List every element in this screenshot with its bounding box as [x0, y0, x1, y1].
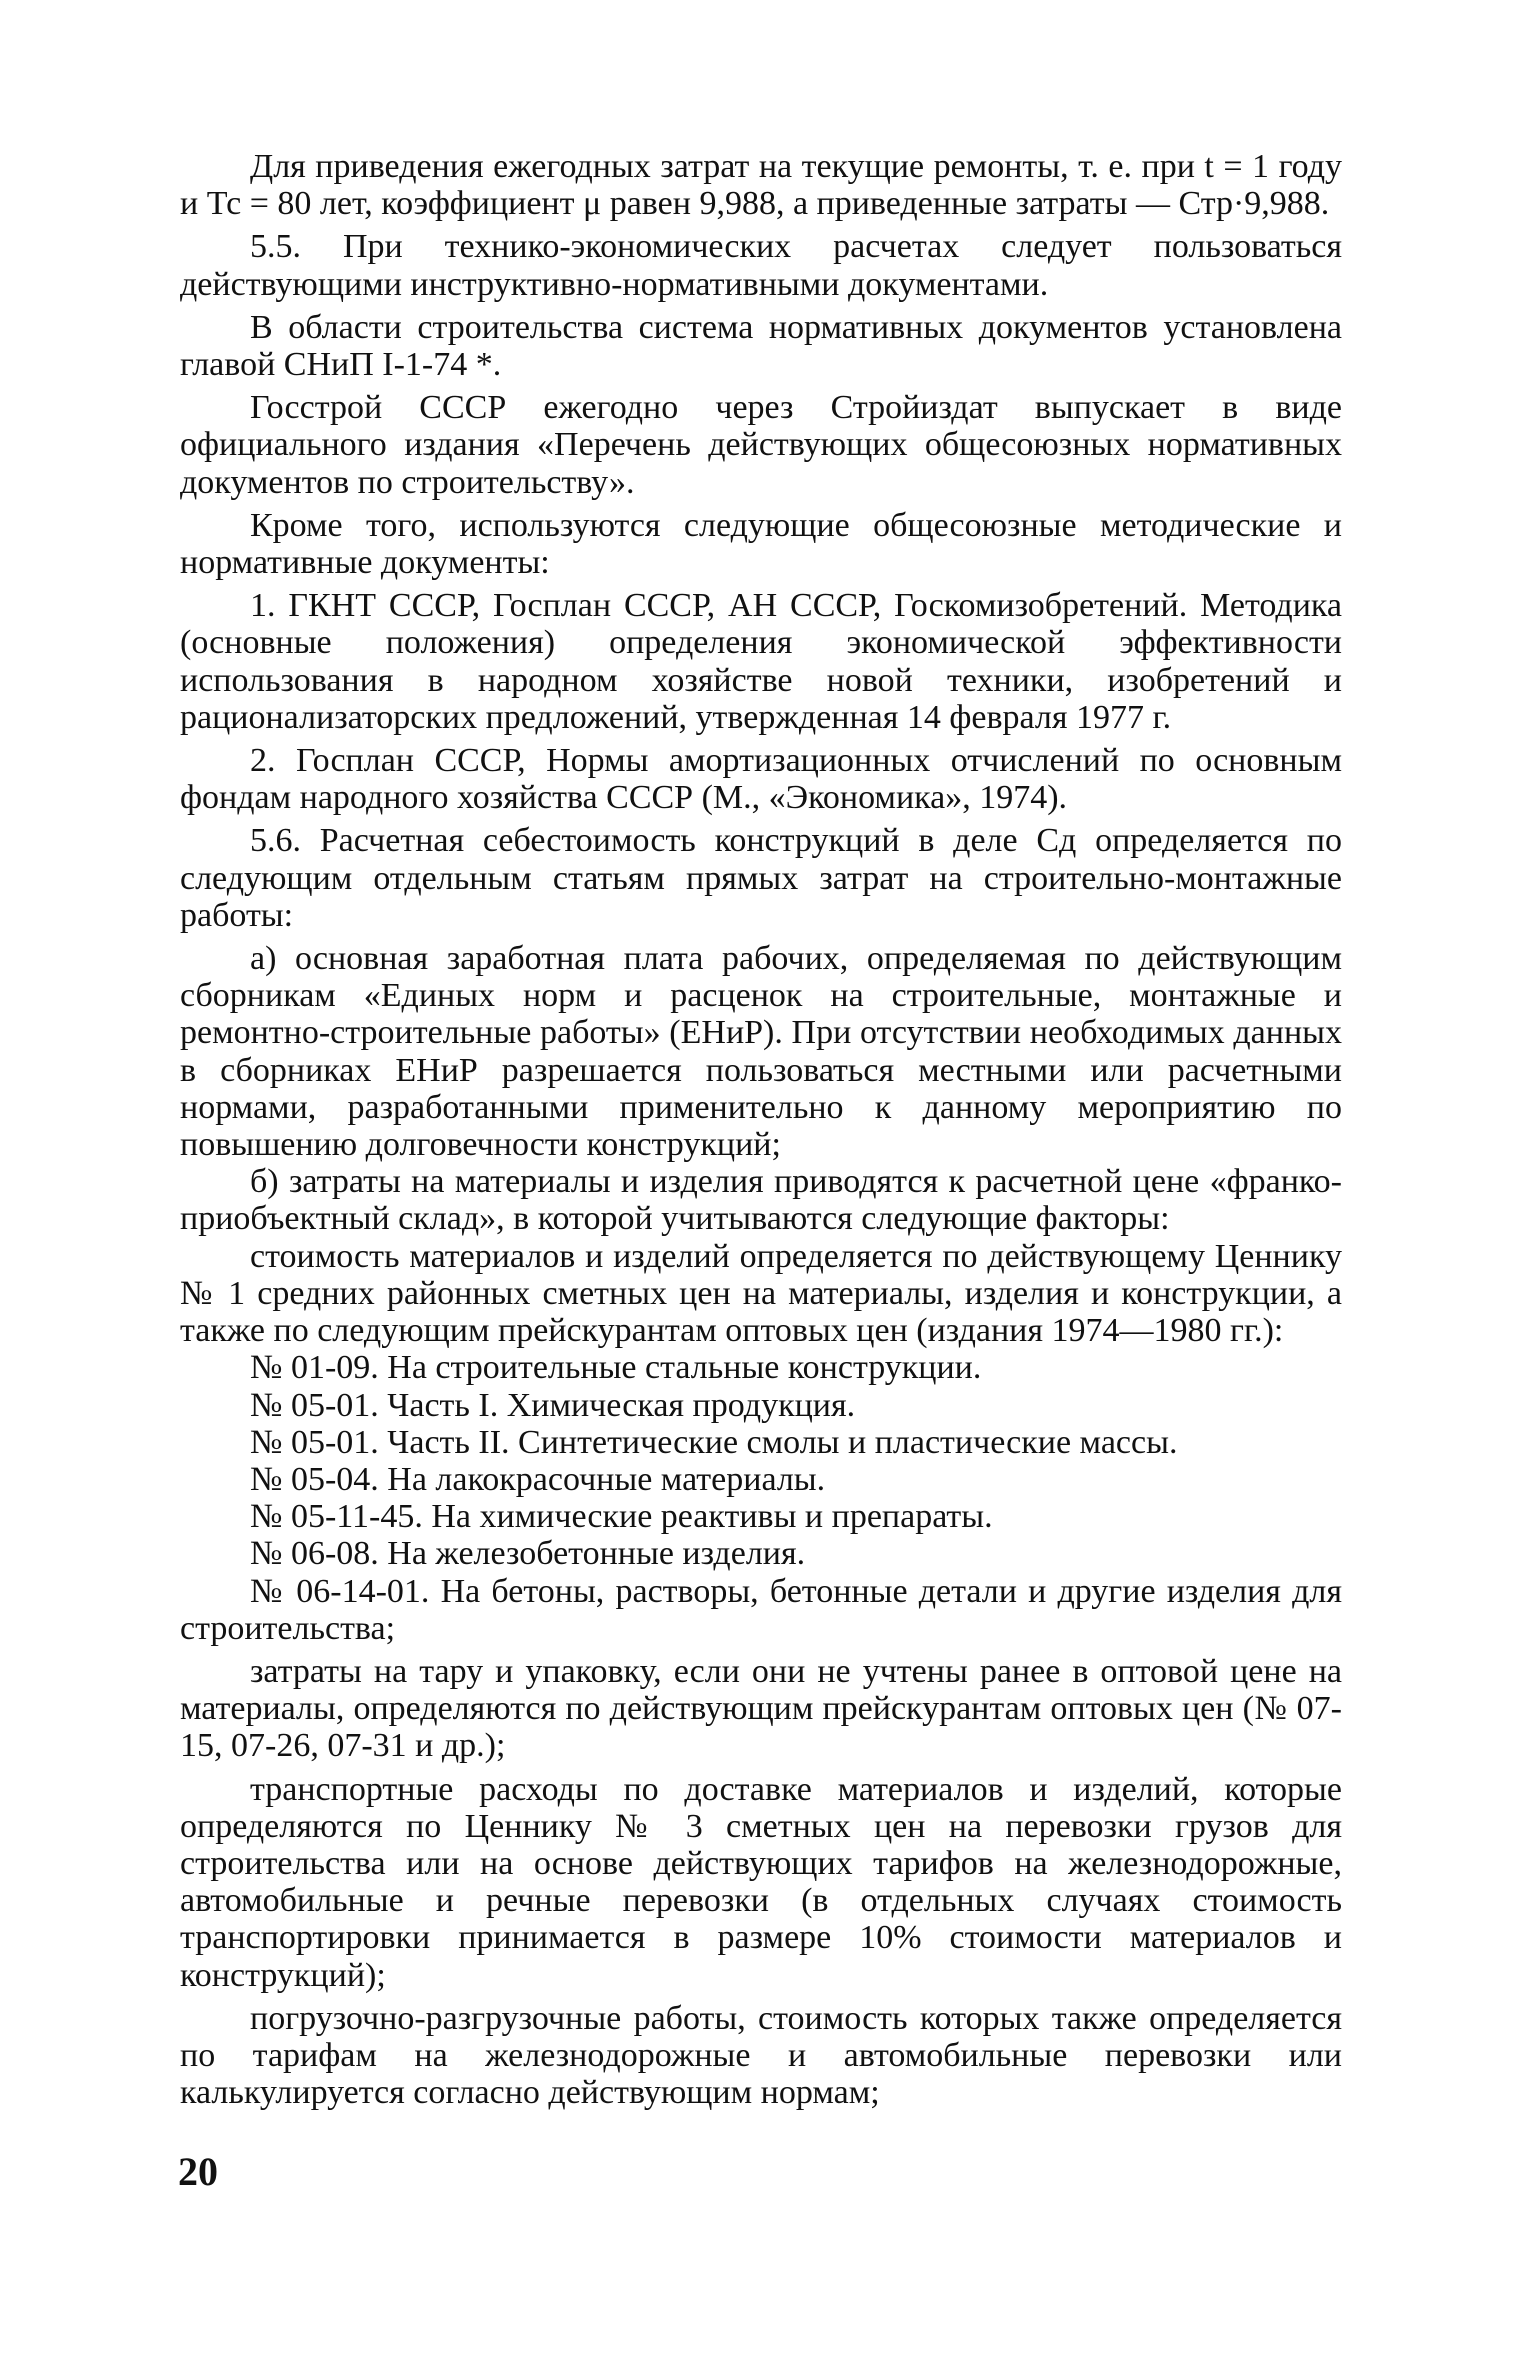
document-list-item-1: 1. ГКНТ СССР, Госплан СССР, АН СССР, Госкомизобретений. Методика (основные положения) определения экономической эффективности использования в народном хозяйстве новой техники, изобретений и рационализаторских предложений, утвержденная 14 февраля 1977 г. — [180, 587, 1342, 736]
paragraph-packaging: затраты на тару и упаковку, если они не учтены ранее в оптовой цене на материалы, определяются по действующим прейскурантам оптовых цен (№ 07-15, 07-26, 07-31 и др.); — [180, 1652, 1342, 1765]
price-list-05-01-part-2: № 05-01. Часть II. Синтетические смолы и пластические массы. — [250, 1423, 1178, 1461]
paragraph-item-b: б) затраты на материалы и изделия приводятся к расчетной цене «франко-приобъектный склад», в которой учитываются следующие факторы: — [180, 1163, 1342, 1238]
paragraph-additional-documents: Кроме того, используются следующие общесоюзные методические и нормативные документы: — [180, 506, 1342, 582]
paragraph-5-6: 5.6. Расчетная себестоимость конструкций в деле Сд определяется по следующим отдельным статьям прямых затрат на строительно-монтажные работы: — [180, 822, 1342, 934]
page-number: 20 — [178, 2149, 218, 2194]
paragraph-material-cost: стоимость материалов и изделий определяется по действующему Ценнику № 1 средних районных сметных цен на материалы, изделия и конструкции, а также по следующим прейскурантам оптовых цен (издания 1974—1980 гг.): — [180, 1237, 1342, 1350]
document-list-item-2: 2. Госплан СССР, Нормы амортизационных отчислений по основным фондам народного хозяйства СССР (М., «Экономика», 1974). — [180, 742, 1342, 817]
paragraph-gosstroy: Госстрой СССР ежегодно через Стройиздат выпускает в виде официального издания «Перечень действующих общесоюзных нормативных документов по строительству». — [180, 389, 1342, 501]
paragraph-loading: погрузочно-разгрузочные работы, стоимость которых также определяется по тарифам на железнодорожные и автомобильные перевозки или калькулируется согласно действующим нормам; — [180, 1999, 1342, 2112]
price-list-01-09: № 01-09. На строительные стальные конструкции. — [250, 1349, 982, 1387]
price-list-06-14-01: № 06-14-01. На бетоны, растворы, бетонные детали и другие изделия для строительства; — [180, 1572, 1342, 1647]
body-text — [180, 148, 1342, 2111]
paragraph-item-a: а) основная заработная плата рабочих, определяемая по действующим сборникам «Единых норм и расценок на строительные, монтажные и ремонтно-строительные работы» (ЕНиР). При отсутствии необходимых данных в сборниках ЕНиР разрешается пользоваться местными или расчетными нормами, разработанными применительно к данному мероприятию по повышению долговечности конструкций; — [180, 940, 1342, 1164]
price-list-05-01-part-1: № 05-01. Часть I. Химическая продукция. — [250, 1386, 856, 1424]
price-list-06-08: № 06-08. На железобетонные изделия. — [250, 1535, 806, 1573]
price-list-05-04: № 05-04. На лакокрасочные материалы. — [250, 1460, 826, 1498]
paragraph-transport: транспортные расходы по доставке материалов и изделий, которые определяются по Ценнику № 3 сметных цен на перевозки грузов для строительства или на основе действующих тарифов на железнодорожные, автомобильные и речные перевозки (в отдельных случаях стоимость транспортировки принимается в размере 10% стоимости материалов и конструкций); — [180, 1770, 1342, 1994]
paragraph-5-5: 5.5. При технико-экономических расчетах следует пользоваться действующими инструктивно-нормативными документами. — [180, 228, 1342, 303]
price-list-05-11-45: № 05-11-45. На химические реактивы и препараты. — [250, 1498, 993, 1536]
paragraph-snip: В области строительства система нормативных документов установлена главой СНиП I-1-74 *. — [180, 308, 1342, 384]
paragraph-reduced-costs: Для приведения ежегодных затрат на текущие ремонты, т. е. при t = 1 году и Тс = 80 лет, коэффициент μ равен 9,988, а приведенные затраты — Стр·9,988. — [180, 148, 1342, 223]
